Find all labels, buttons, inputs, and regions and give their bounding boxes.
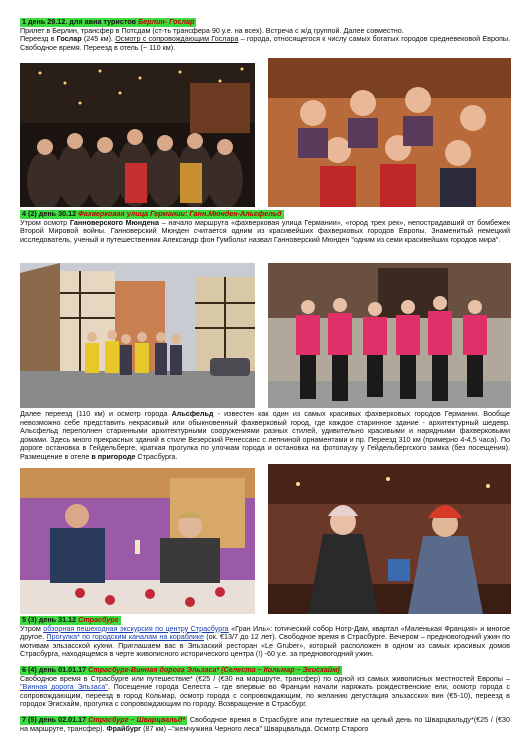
day1-section bbox=[20, 18, 510, 52]
day1-heading: 1 день 29.12. для авиа туристов Берлин- Гослар bbox=[22, 17, 195, 26]
day2-mynden-text: Утром осмотр Ганноверского Мюндена – начало маршрута «фахверковая улица Германии», «город трех рек», непострадавший от бомбежек Второй Мировой войны. Ганноверский Мюнден считается одним из красивейших фахверковых городов Европы. Знаменитый немецкий исследователь, ученый и путешественник Александр фон Гумбольт назвал Ганноверский Мюнден "одним из семи красивейших городов мира". bbox=[20, 217, 511, 244]
day4-wine-road-text: Свободное время в Страсбурге или путешествие* (€25 / (€30 на маршруте, трансфер) по одной из самых живописных местностей Европы – "Винная дорога Эльзаса". Посещение города Селеста – где впервые во Франции начали наряжать рождественские ели, осмотр города с сопровождающим, переезд в город Кольмар, осмотр города с сопровождающим, по желанию дегустация эльзасских вин (€5-10), переезд в городок Эгисхайм, прогулка с сопровождающим по городу. Возвращение в Страсбург. bbox=[20, 673, 510, 709]
day5-heading: 7 (5) день 02.01.17 Страсбург – Шварцвальд* bbox=[22, 715, 186, 724]
photo-group-restaurant bbox=[268, 58, 511, 207]
wine-road-link[interactable]: "Винная дорога Эльзаса" bbox=[20, 682, 108, 692]
photo-half-timbered-street bbox=[20, 263, 255, 408]
day5-section bbox=[20, 716, 510, 733]
day1-goslar-text: Переезд в Гослар (245 км). Осмотр с сопровождающим Гослара – города, относящегося к числу самых богатых городов средневековой Европы. Свободное время. Переезд в отель (~ 110 км). bbox=[20, 34, 511, 52]
day3-heading: 5 (3) день 31.12 Страсбург bbox=[22, 615, 119, 624]
day3-strasbourg-text: Утром обзорная пешеходная экскурсия по центру Страсбурга «Гран Иль»: готический собор Нотр-Дам, квартал «Маленькая Франция» и многое другое. Прогулка* по городским каналам на кораблике (ок. €13/7 до 12 лет). Свободное время в Страсбурге. Вечером – предновогодний ужин по мотивам эльзасской кухни. Приглашаем вас в Эльзаский ресторан «Le Gruber», который расположен в одном из самых красивых домов Страсбурга, находящемся в черте живописного исторического центра (!) -60 у.е. за предновогодний ужин. bbox=[20, 623, 511, 659]
day5-schwarzwald-text: 7 (5) день 02.01.17 Страсбург – Шварцвальд* Свободное время в Страсбурге или путешествие на целый день по Шварцвальду*(€25 / (€30 на маршруте, трансфер). Фрайбург (87 км) –"жемчужина Черного леса" Шварцвальда. Осмотр Старого bbox=[20, 715, 510, 733]
day2-alsfeld-block bbox=[20, 410, 510, 462]
strasbourg-tour-link[interactable]: обзорная пешеходная экскурсия по центру Страсбурга bbox=[43, 623, 229, 633]
day1-arrival-text: Прилет в Берлин, трансфер в Потсдам (ст-ть трансфера 90 у.е. на всех). Встреча с ж/д группой. Далее совместно. bbox=[20, 25, 404, 35]
canal-boat-link[interactable]: Прогулка* по городским каналам на кораблике bbox=[46, 632, 205, 642]
photo-costumed-performers bbox=[268, 464, 511, 614]
day3-section bbox=[20, 616, 510, 659]
photo-toast-dinner bbox=[20, 468, 255, 614]
day2-section bbox=[20, 210, 510, 244]
photo-group-in-red-jackets bbox=[268, 263, 511, 408]
day4-heading: 6 (4) день 01.01.17 Страсбург-Винная дорога Эльзаса* (Селеста – Кольмар – Эгисхайм) bbox=[22, 665, 340, 674]
photo-group-night-market bbox=[20, 63, 255, 207]
day2-heading: 4 (2) день 30.12 Фахверковая улица Германии: Ганн.Мюнден-Альсфельд bbox=[22, 209, 282, 218]
day4-section bbox=[20, 666, 510, 709]
day2-alsfeld-text: Далее переезд (110 км) и осмотр города Альсфельд - известен как один из самых красивых фахверковых городов Германии. Вообще невозможно себе представить некрасивый или обыкновенный фахверковый город, где каждое старинное здание - архитектурный шедевр. Альсфельд переполнен старинными архитектурными сооружениями разных стилей, удивительно красивыми и нарядными фахверковыми домами. Здесь много прекрасных зданий в стиле Везерский Ренессанс с лепниной орнаментами и пр. Переезд 310 км (примерно 4-4,5 часа). По дороге остановка в Гейдельберге, краткая прогулка по улочкам города и остановка на фотопаузу у Гейдельбергского замка (без посещения). Размещение в отеле в пригороде Страсбурга. bbox=[20, 409, 510, 461]
